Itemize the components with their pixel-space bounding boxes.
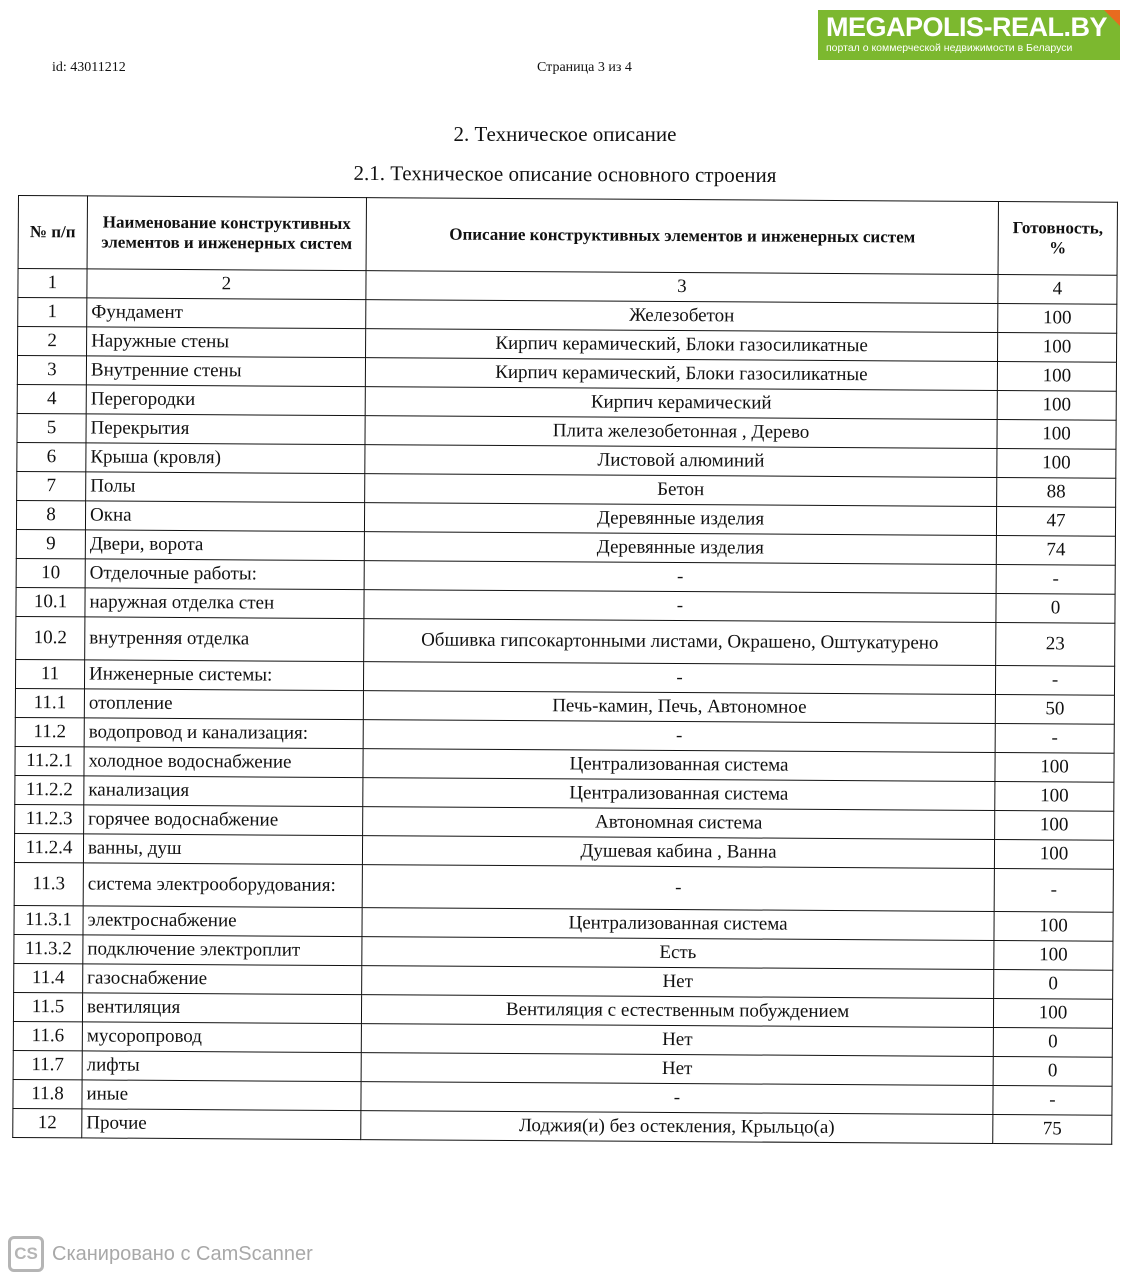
row-readiness: 100 <box>995 781 1114 811</box>
row-element-name: вентиляция <box>82 993 361 1024</box>
header-description: Описание конструктивных элементов и инженерных систем <box>366 198 998 275</box>
row-description: Душевая кабина , Ванна <box>362 836 994 869</box>
table-row <box>16 616 1115 666</box>
row-description: Обшивка гипсокартонными листами, Окрашено, Оштукатурено <box>364 619 996 666</box>
brand-title: MEGAPOLIS-REAL.BY <box>826 12 1108 42</box>
row-number: 11.2.3 <box>15 804 84 833</box>
row-number: 2 <box>18 327 87 356</box>
row-number: 11.2 <box>15 717 84 746</box>
camscanner-watermark <box>8 1236 313 1272</box>
row-readiness: 23 <box>996 622 1115 666</box>
row-description: Деревянные изделия <box>364 503 996 536</box>
row-description: Вентиляция с естественным побуждением <box>361 995 993 1028</box>
row-number: 12 <box>13 1108 82 1137</box>
row-element-name: водопровод и канализация: <box>84 718 363 749</box>
row-number: 11.1 <box>15 688 84 717</box>
row-description: Автономная система <box>363 807 995 840</box>
column-number: 1 <box>18 269 87 298</box>
row-description: Кирпич керамический, Блоки газосиликатные <box>366 329 998 362</box>
row-element-name: наружная отделка стен <box>85 588 364 619</box>
column-number: 4 <box>998 274 1117 304</box>
row-description: Железобетон <box>366 300 998 333</box>
camscanner-text: Сканировано с CamScanner <box>52 1242 313 1265</box>
row-readiness: 0 <box>994 969 1113 999</box>
row-element-name: газоснабжение <box>83 964 362 995</box>
row-description: Централизованная система <box>362 908 994 941</box>
row-readiness: 100 <box>995 752 1114 782</box>
row-number: 10.1 <box>16 587 85 616</box>
header-element-name: Наименование конструктивных элементов и инженерных систем <box>87 196 366 271</box>
row-readiness: - <box>993 1085 1112 1115</box>
row-description: Листовой алюминий <box>365 445 997 478</box>
row-element-name: Отделочные работы: <box>85 559 364 590</box>
column-number: 2 <box>87 269 366 300</box>
row-element-name: ванны, душ <box>83 834 362 865</box>
column-number: 3 <box>366 271 998 304</box>
row-element-name: Окна <box>85 501 364 532</box>
row-readiness: 100 <box>994 839 1113 869</box>
row-element-name: внутренняя отделка <box>85 617 364 662</box>
row-element-name: отопление <box>84 689 363 720</box>
row-number: 11.3.2 <box>14 934 83 963</box>
row-number: 11.3.1 <box>14 905 83 934</box>
header-readiness: Готовность, % <box>998 201 1117 275</box>
row-number: 11.5 <box>13 992 82 1021</box>
row-description: Кирпич керамический, Блоки газосиликатные <box>365 358 997 391</box>
row-readiness: - <box>996 564 1115 594</box>
row-description: - <box>364 590 996 623</box>
row-description: Печь-камин, Печь, Автономное <box>363 691 995 724</box>
row-element-name: Внутренние стены <box>86 356 365 387</box>
table-row <box>14 862 1113 912</box>
row-number: 9 <box>16 529 85 558</box>
row-element-name: электроснабжение <box>83 906 362 937</box>
row-description: Кирпич керамический <box>365 387 997 420</box>
row-readiness: 0 <box>993 1056 1112 1086</box>
row-readiness: 47 <box>996 506 1115 536</box>
row-readiness: 100 <box>997 419 1116 449</box>
row-element-name: Перекрытия <box>86 414 365 445</box>
document-id: id: 43011212 <box>52 60 126 75</box>
row-number: 11.3 <box>14 862 83 905</box>
row-element-name: Наружные стены <box>87 327 366 358</box>
row-number: 6 <box>17 442 86 471</box>
row-element-name: иные <box>82 1080 361 1111</box>
row-description: - <box>363 662 995 695</box>
header-number: № п/п <box>18 196 87 269</box>
row-description: - <box>363 720 995 753</box>
brand-subtitle: портал о коммерческой недвижимости в Беларуси <box>826 42 1073 54</box>
row-element-name: подключение электроплит <box>83 935 362 966</box>
row-number: 11.6 <box>13 1021 82 1050</box>
brand-watermark[interactable] <box>818 10 1120 60</box>
row-description: Централизованная система <box>363 778 995 811</box>
row-description: Деревянные изделия <box>364 532 996 565</box>
row-number: 3 <box>17 356 86 385</box>
row-description: - <box>361 1082 993 1115</box>
row-number: 10 <box>16 558 85 587</box>
row-readiness: 88 <box>997 477 1116 507</box>
row-description: Централизованная система <box>363 749 995 782</box>
row-number: 11 <box>15 659 84 688</box>
section-title: 2. Техническое описание <box>453 122 677 146</box>
subsection-title: 2.1. Техническое описание основного строения <box>353 160 777 188</box>
row-description: Есть <box>362 937 994 970</box>
row-element-name: Инженерные системы: <box>84 660 363 691</box>
row-readiness: 50 <box>995 694 1114 724</box>
row-readiness: 74 <box>996 535 1115 565</box>
row-readiness: 100 <box>997 390 1116 420</box>
row-description: Нет <box>361 1024 993 1057</box>
row-readiness: 100 <box>997 361 1116 391</box>
row-number: 1 <box>18 298 87 327</box>
row-element-name: Фундамент <box>87 298 366 329</box>
row-readiness: 100 <box>993 998 1112 1028</box>
row-readiness: 100 <box>998 303 1117 333</box>
row-number: 7 <box>17 471 86 500</box>
row-number: 5 <box>17 413 86 442</box>
row-element-name: мусоропровод <box>82 1022 361 1053</box>
row-element-name: холодное водоснабжение <box>84 747 363 778</box>
row-description: - <box>364 561 996 594</box>
row-element-name: лифты <box>82 1051 361 1082</box>
row-readiness: 100 <box>997 448 1116 478</box>
row-readiness: 100 <box>995 810 1114 840</box>
page-number: Страница 3 из 4 <box>537 60 632 75</box>
row-readiness: 100 <box>994 940 1113 970</box>
row-element-name: канализация <box>84 776 363 807</box>
row-readiness: - <box>995 723 1114 753</box>
row-element-name: Крыша (кровля) <box>86 443 365 474</box>
row-description: Бетон <box>365 474 997 507</box>
camscanner-logo-icon: CS <box>8 1236 44 1272</box>
row-element-name: горячее водоснабжение <box>84 805 363 836</box>
row-number: 11.4 <box>14 963 83 992</box>
technical-description-table <box>12 195 1118 1145</box>
row-readiness: 100 <box>998 332 1117 362</box>
row-description: - <box>362 865 994 912</box>
row-number: 8 <box>16 500 85 529</box>
row-element-name: Двери, ворота <box>85 530 364 561</box>
row-description: Нет <box>361 1053 993 1086</box>
table-row <box>13 1108 1112 1144</box>
row-description: Лоджия(и) без остекления, Крыльцо(а) <box>361 1111 993 1144</box>
row-element-name: система электрооборудования: <box>83 863 362 908</box>
row-number: 11.8 <box>13 1079 82 1108</box>
row-number: 11.2.1 <box>15 746 84 775</box>
table-header-row <box>18 196 1117 276</box>
row-readiness: 0 <box>993 1027 1112 1057</box>
row-number: 11.2.4 <box>14 833 83 862</box>
row-number: 11.7 <box>13 1050 82 1079</box>
row-readiness: - <box>994 868 1113 912</box>
row-number: 10.2 <box>16 616 85 659</box>
row-element-name: Полы <box>86 472 365 503</box>
row-description: Плита железобетонная , Дерево <box>365 416 997 449</box>
row-number: 4 <box>17 384 86 413</box>
row-description: Нет <box>362 966 994 999</box>
row-readiness: 0 <box>996 593 1115 623</box>
row-element-name: Прочие <box>82 1109 361 1140</box>
row-readiness: 75 <box>993 1114 1112 1144</box>
row-readiness: 100 <box>994 911 1113 941</box>
row-element-name: Перегородки <box>86 385 365 416</box>
row-readiness: - <box>995 665 1114 695</box>
row-number: 11.2.2 <box>15 775 84 804</box>
